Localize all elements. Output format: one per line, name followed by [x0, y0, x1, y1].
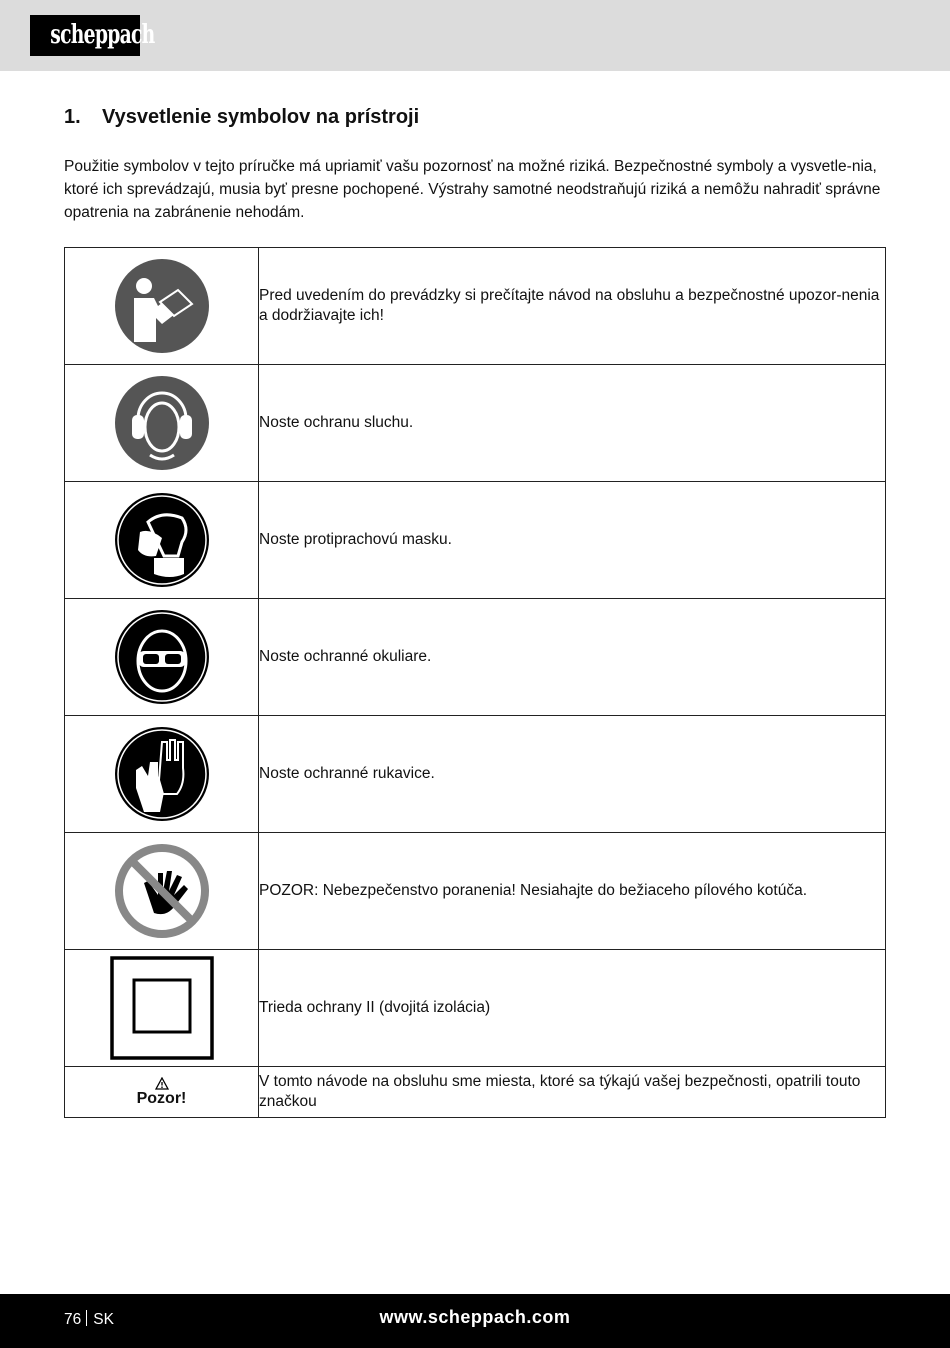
- section-title-text: Vysvetlenie symbolov na prístroji: [102, 106, 420, 128]
- symbol-description: Noste protiprachovú masku.: [259, 482, 886, 599]
- table-row: [65, 1067, 886, 1118]
- protective-gloves-icon: [114, 726, 210, 822]
- scheppach-logo: scheppach: [30, 15, 140, 56]
- table-row: [65, 599, 886, 716]
- symbols-table: [64, 247, 886, 1118]
- symbol-description: V tomto návode na obsluhu sme miesta, ktoré sa týkajú vašej bezpečnosti, opatrili touto značkou: [259, 1067, 886, 1118]
- warning-triangle-icon: [155, 1077, 169, 1090]
- section-title: [64, 106, 419, 129]
- symbol-description: Pred uvedením do prevádzky si prečítajte návod na obsluhu a bezpečnostné upozor-nenia a dodržiavajte ich!: [259, 248, 886, 365]
- intro-paragraph: Použitie symbolov v tejto príručke má upriamiť vašu pozornosť na možné riziká. Bezpečnostné symboly a vysvetle-nia, ktoré ich sprevádzajú, musia byť presne pochopené. Výstrahy samotné neodstraňujú riziká a nemôžu nahradiť správne opatrenia na zabránenie nehodám.: [64, 158, 881, 221]
- table-row: [65, 833, 886, 950]
- symbol-description: Noste ochranné rukavice.: [259, 716, 886, 833]
- table-row: [65, 950, 886, 1067]
- section-number: 1.: [64, 106, 81, 128]
- hearing-protection-icon: [114, 375, 210, 471]
- read-manual-icon: [114, 258, 210, 354]
- symbol-description: Noste ochranu sluchu.: [259, 365, 886, 482]
- protection-class-ii-icon: [110, 956, 214, 1060]
- no-touch-hand-icon: [114, 843, 210, 939]
- symbol-description: Noste ochranné okuliare.: [259, 599, 886, 716]
- table-row: [65, 365, 886, 482]
- table-row: [65, 248, 886, 365]
- header-band: [0, 0, 950, 71]
- table-row: [65, 716, 886, 833]
- table-row: [65, 482, 886, 599]
- footer: [0, 1294, 950, 1348]
- symbol-description: Trieda ochrany II (dvojitá izolácia): [259, 950, 886, 1067]
- page-number: 76 SK: [64, 1311, 114, 1328]
- language-code: SK: [93, 1311, 114, 1328]
- symbol-description: POZOR: Nebezpečenstvo poranenia! Nesiahajte do bežiaceho pílového kotúča.: [259, 833, 886, 950]
- website-link[interactable]: www.scheppach.com: [379, 1307, 571, 1327]
- safety-goggles-icon: [114, 609, 210, 705]
- warning-label: Pozor!: [136, 1089, 187, 1107]
- dust-mask-icon: [114, 492, 210, 588]
